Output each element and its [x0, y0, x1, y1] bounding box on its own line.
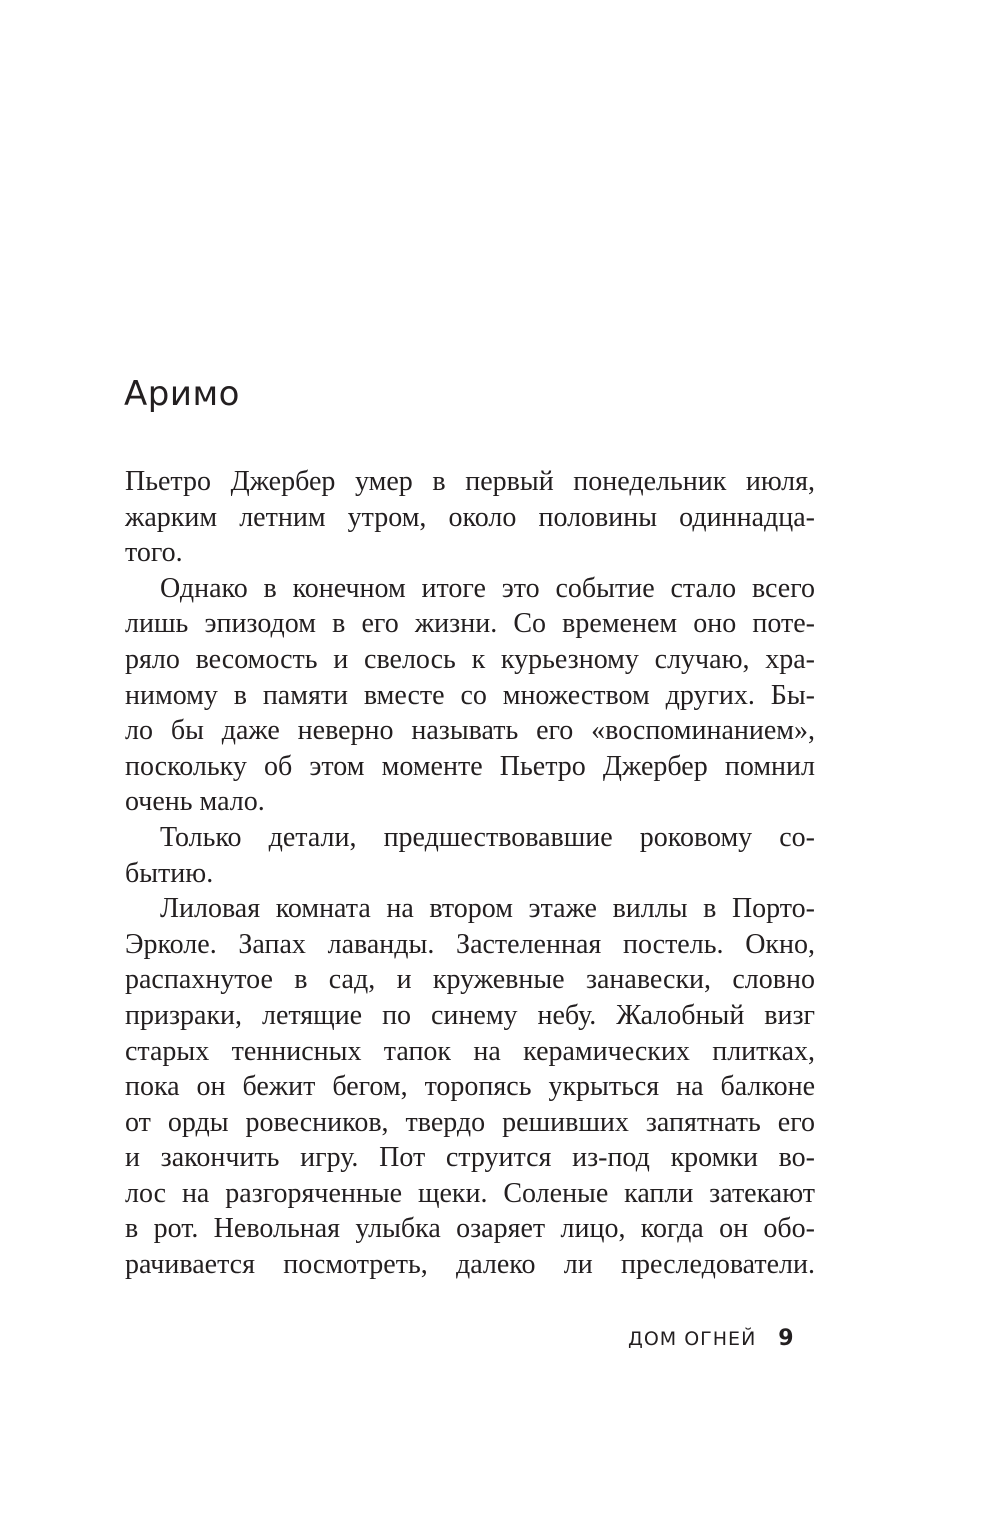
running-title: ДОМ ОГНЕЙ: [628, 1328, 757, 1350]
text-line: бытию.: [125, 857, 214, 889]
text-line: Только детали, предшествовавшие роковому со-: [160, 821, 815, 853]
text-line: жарким летним утром, около половины одиннадца-: [125, 501, 815, 533]
text-line: ло бы даже неверно называть его «воспоминанием»,: [125, 715, 815, 747]
text-line: призраки, летящие по синему небу. Жалобный визг: [125, 999, 815, 1031]
text-line: Пьетро Джербер умер в первый понедельник июля,: [125, 466, 815, 497]
text-line: ряло весомость и свелось к курьезному случаю, хра-: [125, 643, 815, 675]
text-line: рачивается посмотреть, далеко ли преследователи.: [125, 1249, 815, 1281]
page-number: 9: [778, 1326, 795, 1351]
text-line: лос на разгоряченные щеки. Соленые капли затекают: [125, 1177, 815, 1209]
text-line: лишь эпизодом в его жизни. Со временем оно поте-: [125, 608, 815, 640]
text-line: от орды ровесников, твердо решивших запятнать его: [125, 1106, 815, 1138]
text-line: распахнутое в сад, и кружевные занавески, словно: [125, 964, 815, 996]
text-line: того.: [125, 537, 183, 569]
text-line: старых теннисных тапок на керамических плитках,: [125, 1035, 815, 1067]
body-text: [125, 464, 815, 1283]
text-line: Однако в конечном итоге это событие стало всего: [160, 572, 815, 604]
text-line: нимому в памяти вместе со множеством других. Бы-: [125, 679, 815, 711]
text-line: и закончить игру. Пот струится из-под кромки во-: [125, 1142, 815, 1174]
page-footer: [628, 1326, 795, 1351]
text-line: поскольку об этом моменте Пьетро Джербер помнил: [125, 750, 815, 782]
text-line: очень мало.: [125, 786, 265, 818]
text-line: пока он бежит бегом, торопясь укрыться на балконе: [125, 1071, 815, 1103]
text-line: Эрколе. Запах лаванды. Застеленная постель. Окно,: [125, 928, 815, 960]
text-line: в рот. Невольная улыбка озаряет лицо, когда он обо-: [125, 1213, 815, 1245]
chapter-title: Аримо: [124, 374, 240, 414]
text-line: Лиловая комната на втором этаже виллы в Порто-: [160, 893, 815, 925]
